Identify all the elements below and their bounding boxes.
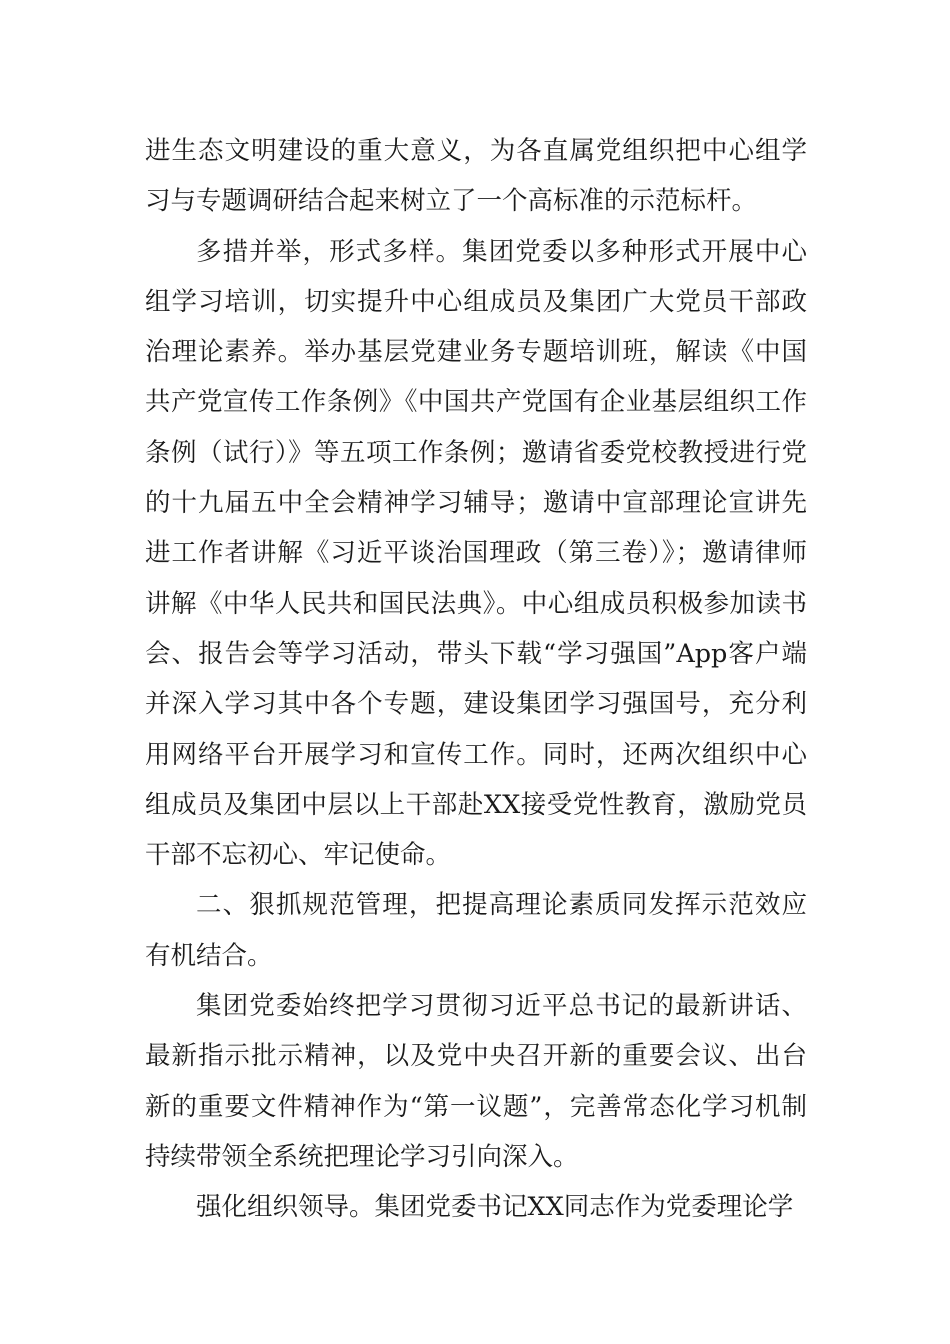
paragraph-ecology: 进生态文明建设的重大意义，为各直属党组织把中心组学习与专题调研结合起来树立了一个高标准的示范标杆。 [145,136,807,217]
paragraph-section-two-heading: 二、狠抓规范管理，把提高理论素质同发挥示范效应有机结合。 [145,890,807,971]
paragraph-organization-leadership: 强化组织领导。集团党委书记XX同志作为党委理论学 [196,1192,794,1223]
paragraph-first-agenda: 集团党委始终把学习贯彻习近平总书记的最新讲话、最新指示批示精神，以及党中央召开新的重要会议、出台新的重要文件精神作为“第一议题”，完善常态化学习机制持续带领全系统把理论学习引向深入。 [145,991,807,1172]
paragraph-multiple-measures: 多措并举，形式多样。集团党委以多种形式开展中心组学习培训，切实提升中心组成员及集团广大党员干部政治理论素养。举办基层党建业务专题培训班，解读《中国共产党宣传工作条例》《中国共产党国有企业基层组织工作条例（试行）》等五项工作条例；邀请省委党校教授进行党的十九届五中全会精神学习辅导；邀请中宣部理论宣讲先进工作者讲解《习近平谈治国理政（第三卷）》；邀请律师讲解《中华人民共和国民法典》。中心组成员积极参加读书会、报告会等学习活动，带头下载“学习强国”App客户端并深入学习其中各个专题，建设集团学习强国号，充分利用网络平台开展学习和宣传工作。同时，还两次组织中心组成员及集团中层以上干部赴XX接受党性教育，激励党员干部不忘初心、牢记使命。 [145,236,807,871]
document-body [145,126,807,1233]
